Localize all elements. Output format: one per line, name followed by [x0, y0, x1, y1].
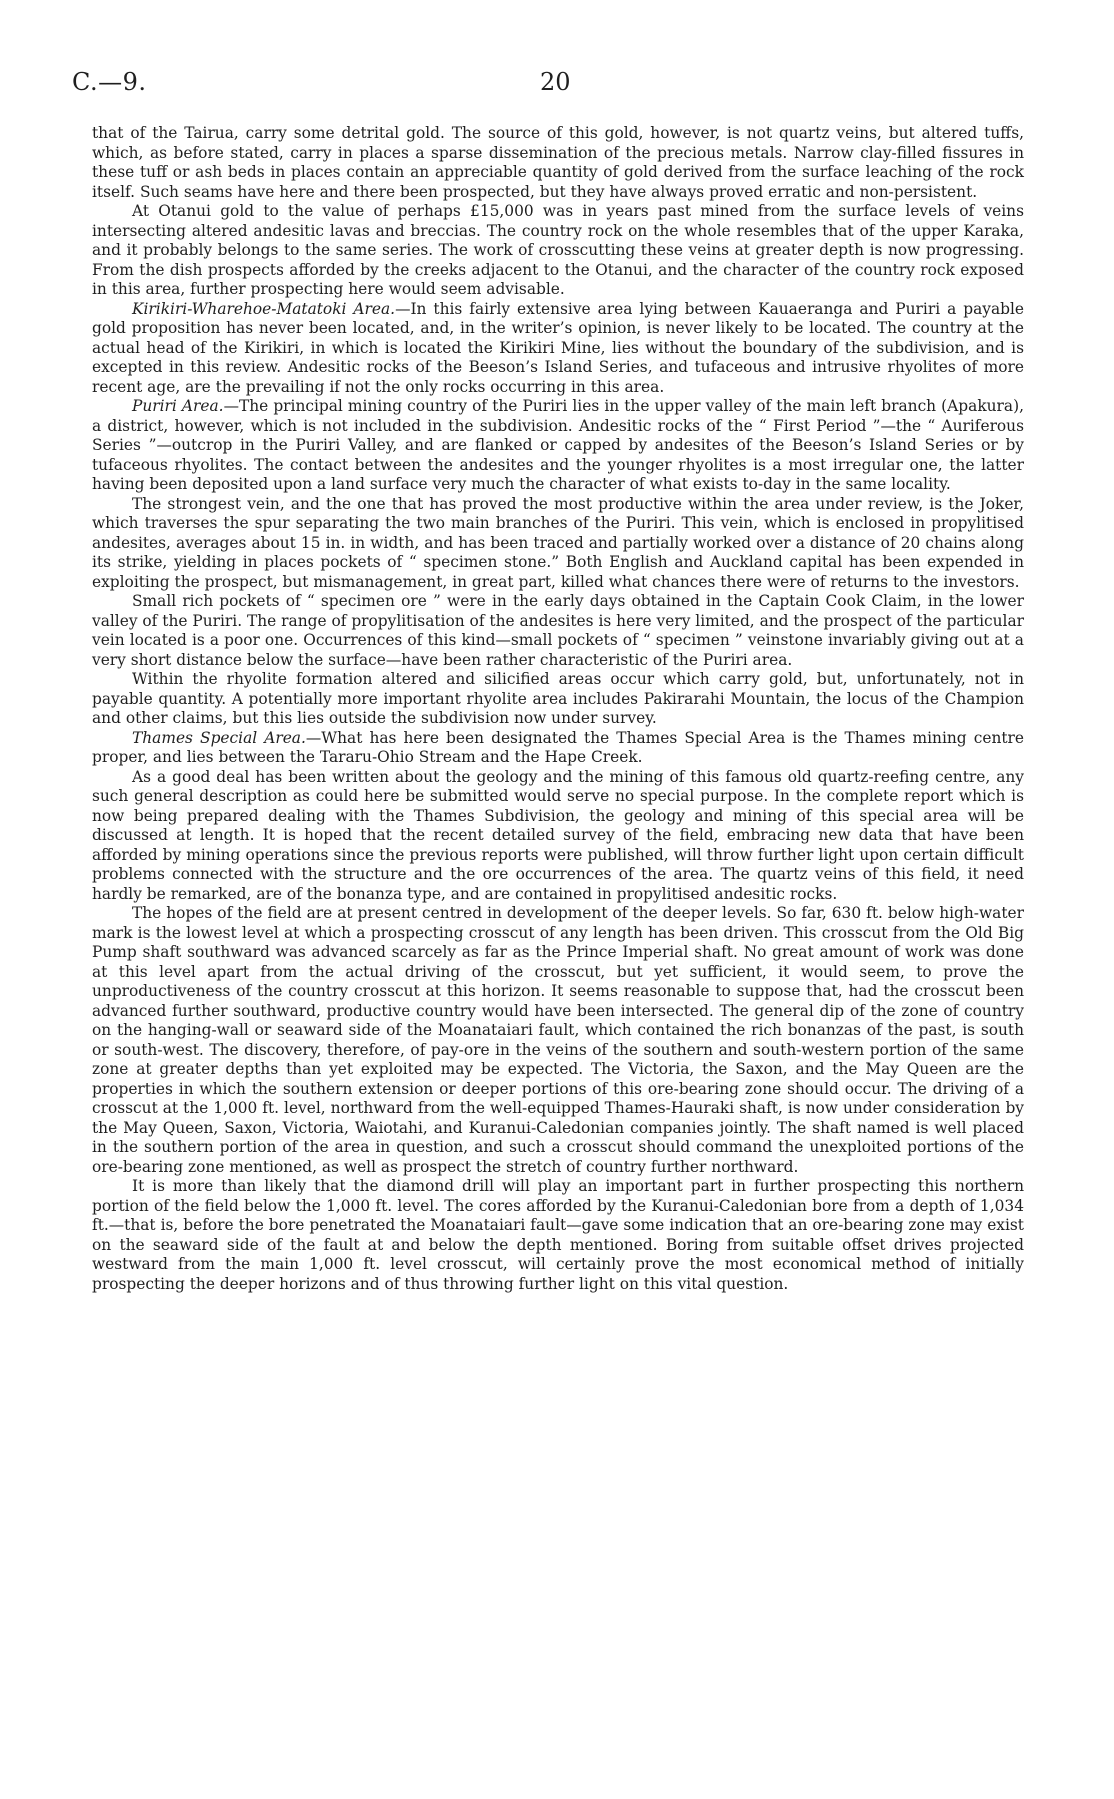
paragraph-text: The strongest vein, and the one that has proved the most productive within the area under review, is the Joker, which traverses the spur separating the two main branches of the Puriri. This vein, which is enclosed in propylitised andesites, averages about 15 in. in width, and has been traced and partially worked over a distance of 20 chains along its strike, yielding in places pockets of “ specimen stone.” Both English and Auckland capital has been expended in exploiting the prospect, but mismanagement, in great part, killed what chances there were of returns to the investors.: [92, 494, 1024, 591]
paragraph-text: —The principal mining country of the Puriri lies in the upper valley of the main left branch (Apakura), a district, however, which is not included in the subdivision. Andesitic rocks of the “ First Period ”—the “ Auriferous Series ”—outcrop in the Puriri Valley, and are flanked or capped by andesites of the Beeson’s Island Series or by tufaceous rhyolites. The contact between the andesites and the younger rhyolites is a most irregular one, the latter having been deposited upon a land surface very much the character of what exists to-day in the same locality.: [92, 397, 1024, 493]
paragraph-joker-vein: [92, 495, 1024, 593]
paragraph-text: As a good deal has been written about the geology and the mining of this famous old quartz-reefing centre, any such general description as could here be submitted would serve no special purpose. In the complete report which is now being prepared dealing with the Thames Subdivision, the geology and mining of this special area will be discussed at length. It is hoped that the recent detailed survey of the field, embracing new data that have been afforded by mining operations since the previous reports were published, will throw further light upon certain difficult problems connected with the structure and the ore occurrences of the area. The quartz veins of this field, it need hardly be remarked, are of the bonanza type, and are contained in propylitised andesitic rocks.: [92, 767, 1024, 903]
section-heading: Thames Special Area.: [132, 728, 306, 747]
paragraph-tairua-gold: [92, 124, 1024, 202]
paragraph-kirikiri-area: [92, 300, 1024, 398]
paragraph-text: Small rich pockets of “ specimen ore ” were in the early days obtained in the Captain Cook Claim, in the lower valley of the Puriri. The range of propylitisation of the andesites is here very limited, and the prospect of the particular vein located is a poor one. Occurrences of this kind—small pockets of “ specimen ” veinstone invariably giving out at a very short distance below the surface—have been rather characteristic of the Puriri area.: [92, 592, 1024, 669]
paragraph-text: —What has here been designated the Thames Special Area is the Thames mining centre proper, and lies between the Tararu-Ohio Stream and the Hape Creek.: [92, 728, 1025, 766]
paragraph-text: Within the rhyolite formation altered and silicified areas occur which carry gold, but, unfortunately, not in payable quantity. A potentially more important rhyolite area includes Pakirarahi Mountain, the locus of the Champion and other claims, but this lies outside the subdivision now under survey.: [92, 670, 1024, 727]
paragraph-rhyolite: [92, 670, 1024, 729]
page-number: 20: [540, 68, 571, 96]
paragraph-otanui: [92, 202, 1024, 300]
paragraph-thames-special-area: [92, 729, 1024, 768]
paragraph-text: At Otanui gold to the value of perhaps £15,000 was in years past mined from the surface levels of veins intersecting altered andesitic lavas and breccias. The country rock on the whole resembles that of the upper Karaka, and it probably belongs to the same series. The work of crosscutting these veins at greater depth is now progressing. From the dish prospects afforded by the creeks adjacent to the Otanui, and the character of the country rock exposed in this area, further prospecting here would seem advisable.: [92, 202, 1024, 298]
paragraph-diamond-drill: [92, 1177, 1024, 1294]
paragraph-text: —In this fairly extensive area lying between Kauaeranga and Puriri a payable gold proposition has never been located, and, in the writer’s opinion, is never likely to be located. The country at the actual head of the Kirikiri, in which is located the Kirikiri Mine, lies without the boundary of the subdivision, and is excepted in this review. Andesitic rocks of the Beeson’s Island Series, and tufaceous and intrusive rhyolites of more recent age, are the prevailing if not the only rocks occurring in this area.: [92, 299, 1024, 396]
paragraph-captain-cook: [92, 592, 1024, 670]
document-reference: C.—9.: [72, 68, 147, 96]
report-body: [92, 124, 1024, 1294]
paragraph-puriri-area: [92, 397, 1024, 495]
paragraph-thames-geology: [92, 768, 1024, 905]
paragraph-text: that of the Tairua, carry some detrital gold. The source of this gold, however, is not quartz veins, but altered tuffs, which, as before stated, carry in places a sparse dissemination of the precious metals. Narrow clay-filled fissures in these tuff or ash beds in places contain an appreciable quantity of gold derived from the surface leaching of the rock itself. Such seams have here and there been prospected, but they have always proved erratic and non-persistent.: [92, 124, 1024, 201]
paragraph-deeper-levels: [92, 904, 1024, 1177]
section-heading: Puriri Area.: [132, 397, 224, 415]
section-heading: Kirikiri-Wharehoe-Matatoki Area.: [132, 299, 396, 318]
paragraph-text: It is more than likely that the diamond drill will play an important part in further prospecting this northern portion of the field below the 1,000 ft. level. The cores afforded by the Kuranui-Caledonian bore from a depth of 1,034 ft.—that is, before the bore penetrated the Moanataiari fault—gave some indication that an ore-bearing zone may exist on the seaward side of the fault at and below the depth mentioned. Boring from suitable offset drives projected westward from the main 1,000 ft. level crosscut, will certainly prove the most economical method of initially prospecting the deeper horizons and of thus throwing further light on this vital question.: [92, 1177, 1024, 1293]
paragraph-text: The hopes of the field are at present centred in development of the deeper levels. So far, 630 ft. below high-water mark is the lowest level at which a prospecting crosscut of any length has been driven. This crosscut from the Old Big Pump shaft southward was advanced scarcely as far as the Prince Imperial shaft. No great amount of work was done at this level apart from the actual driving of the crosscut, but yet sufficient, it would seem, to prove the unproductiveness of the country crosscut at this horizon. It seems reasonable to suppose that, had the crosscut been advanced further southward, productive country would have been intersected. The general dip of the zone of country on the hanging-wall or seaward side of the Moanataiari fault, which contained the rich bonanzas of the past, is south or south-west. The discovery, therefore, of pay-ore in the veins of the southern and south-western portion of the same zone at greater depths than yet exploited may be expected. The Victoria, the Saxon, and the May Queen are the properties in which the southern extension or deeper portions of this ore-bearing zone should occur. The driving of a crosscut at the 1,000 ft. level, northward from the well-equipped Thames-Hauraki shaft, is now under consideration by the May Queen, Saxon, Victoria, Waiotahi, and Kuranui-Caledonian companies jointly. The shaft named is well placed in the southern portion of the area in question, and such a crosscut should command the unexploited portions of the ore-bearing zone mentioned, as well as prospect the stretch of country further northward.: [92, 904, 1024, 1176]
